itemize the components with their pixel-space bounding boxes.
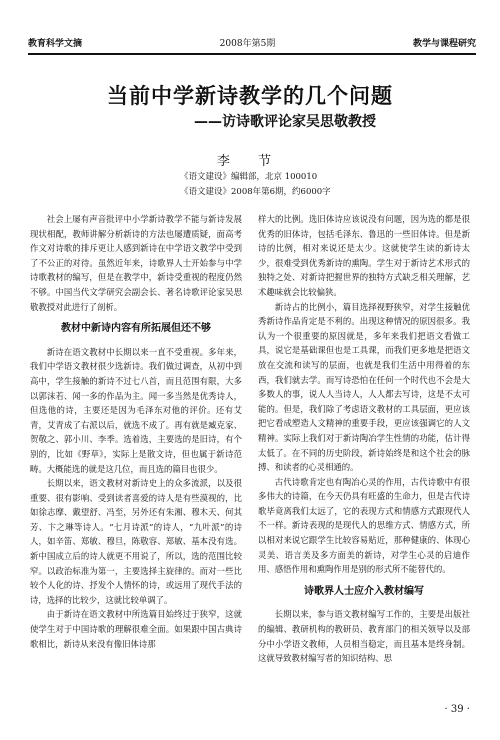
journal-name: 教育科学文摘 — [28, 38, 83, 49]
paragraph: 长期以来，参与语文教材编写工作的，主要是出版社的编辑、教研机构的教研员、教育部门的相关领导以及部分中小学语文教师，人员相当稳定，而且基本是终身制。这就导致教材编写者的知识结构、思 — [258, 609, 470, 664]
paragraph: 由于新诗在语文教材中所选篇目始终过于狭窄，这就使学生对于中国诗歌的理解很难全面。如果跟中国古典诗歌相比，新诗从来没有像旧体诗那 — [30, 609, 242, 649]
left-column — [30, 212, 242, 651]
paragraph: 新诗占的比例小，篇目选择视野狭窄，对学生接触优秀新诗作品肯定是不利的。出现这种情况的原因很多。我认为一个很重要的原因就是，多年来我们把语文看做工具，说它是基础课但也是工具课，而我们更多地是把语文放在交流和读写的层面，也就是我们生活中用得着的东西，我们就去学。而写诗恐怕在任何一个时代也不会是大多数人的事，说人人当诗人，人人都去写诗，这是不太可能的。但是，我们除了考虑语文教材的工具层面，更应该把它看成塑造人文精神的重要手段，更应该强调它的人文精神。实际上我们对于新诗陶冶学生性情的功能，估计得太低了。在不同的历史阶段，新诗始终是和这个社会的脉搏、和读者的心灵相通的。 — [258, 301, 470, 473]
paragraph: 长期以来，语文教材对新诗史上的众多流派，以及很重要、很有影响、受到读者喜爱的诗人是有些漠视的，比如徐志摩、戴望舒、冯至，另外还有朱湘、穆木天、何其芳、卞之琳等诗人。“七月诗派”的诗人，“九叶派”的诗人，如辛笛、郑敏、穆旦，陈敬容、郑敏、基本没有选。新中国成立后的诗人就更不用说了，所以，选的范围比较窄。以政治标准为第一，主要选择主旋律的。而对一些比较个人化的诗、抒发个人情怀的诗，或远用了现代手法的诗，选择的比较少，这就比较单调了。 — [30, 478, 242, 605]
page-number: · 39 · — [444, 704, 470, 715]
running-header — [28, 34, 476, 55]
paragraph: 样大的比例。选旧体诗应该说没有问题，因为选的都是很优秀的旧体诗，包括毛泽东、鲁迅的一些旧体诗。但是新诗的比例，相对来说还是太少。这就使学生读的新诗太少，很难受到优秀新诗的熏陶。学生对于新诗艺术形式的独特之处、对新诗把握世界的独特方式缺乏相关理解，艺术趣味就会比较偏狭。 — [258, 214, 470, 297]
paragraph: 社会上屡有声音批评中小学新诗教学不能与新诗发展现状相配，教师讲解分析新诗的方法也屡遭质疑，面高考作文对诗歌的排斥更让人感到新诗在中学语文教学中受到了不公正的对待。虽然近年来，诗歌界人士开始参与中学诗歌教材的编写，但是在教学中，新诗受重视的程度仍然不够。中国当代文学研究会副会长、著名诗歌评论家吴思敬教授对此进行了剖析。 — [30, 214, 242, 312]
section-heading: 诗歌界人士应介入教材编写 — [304, 585, 424, 597]
paragraph: 新诗在语文教材中长期以来一直不受重视。多年来，我们中学语文教材很少选新诗。我们做过调查，从初中到高中，学生接触的新诗不过七八首，而且范围有限，大多以郭沫若、闻一多的作品为主。闻一多当然是优秀诗人，但选他的诗，主要还是因为毛泽东对他的评价。还有艾青，艾青成了右派以后，就选不成了。再有就是臧克家、贺敬之、郭小川、李季。选着选，主要选的是旧诗，有个别的，比如《野草》，实际上是散文诗，但也属于新诗范畴。大概能选的就是这几位，而且选的篇目也很少。 — [30, 346, 242, 474]
source-affiliation: 《语文建设》编辑部，北京 100010 — [180, 172, 318, 182]
article-subtitle: ——访诗歌评论家吴思敬教授 — [194, 114, 376, 130]
right-column — [258, 212, 470, 666]
source-citation: 《语文建设》2008年第6期，约6000字 — [180, 187, 331, 197]
issue-label: 2008年第5期 — [219, 38, 276, 49]
section-name: 教学与课程研究 — [412, 38, 476, 49]
author-name: 李 节 — [216, 154, 284, 169]
article-title: 当前中学新诗教学的几个问题 — [107, 84, 393, 108]
section-heading: 教材中新诗内容有所拓展但还不够 — [61, 323, 211, 335]
paragraph: 古代诗歌肯定也有陶冶心灵的作用，古代诗歌中有很多伟大的诗篇，在今天仍具有旺盛的生命力，但是古代诗歌毕竟离我们太远了，它的表现方式和情感方式跟现代人不一样。新诗表现的是现代人的思维方式、情感方式，所以相对来说它跟学生比较容易贴近，那种健康的、体现心灵美、语言美及多方面美的新诗，对学生心灵的启迪作用、感悟作用和熏陶作用是别的形式所不能替代的。 — [258, 476, 470, 575]
